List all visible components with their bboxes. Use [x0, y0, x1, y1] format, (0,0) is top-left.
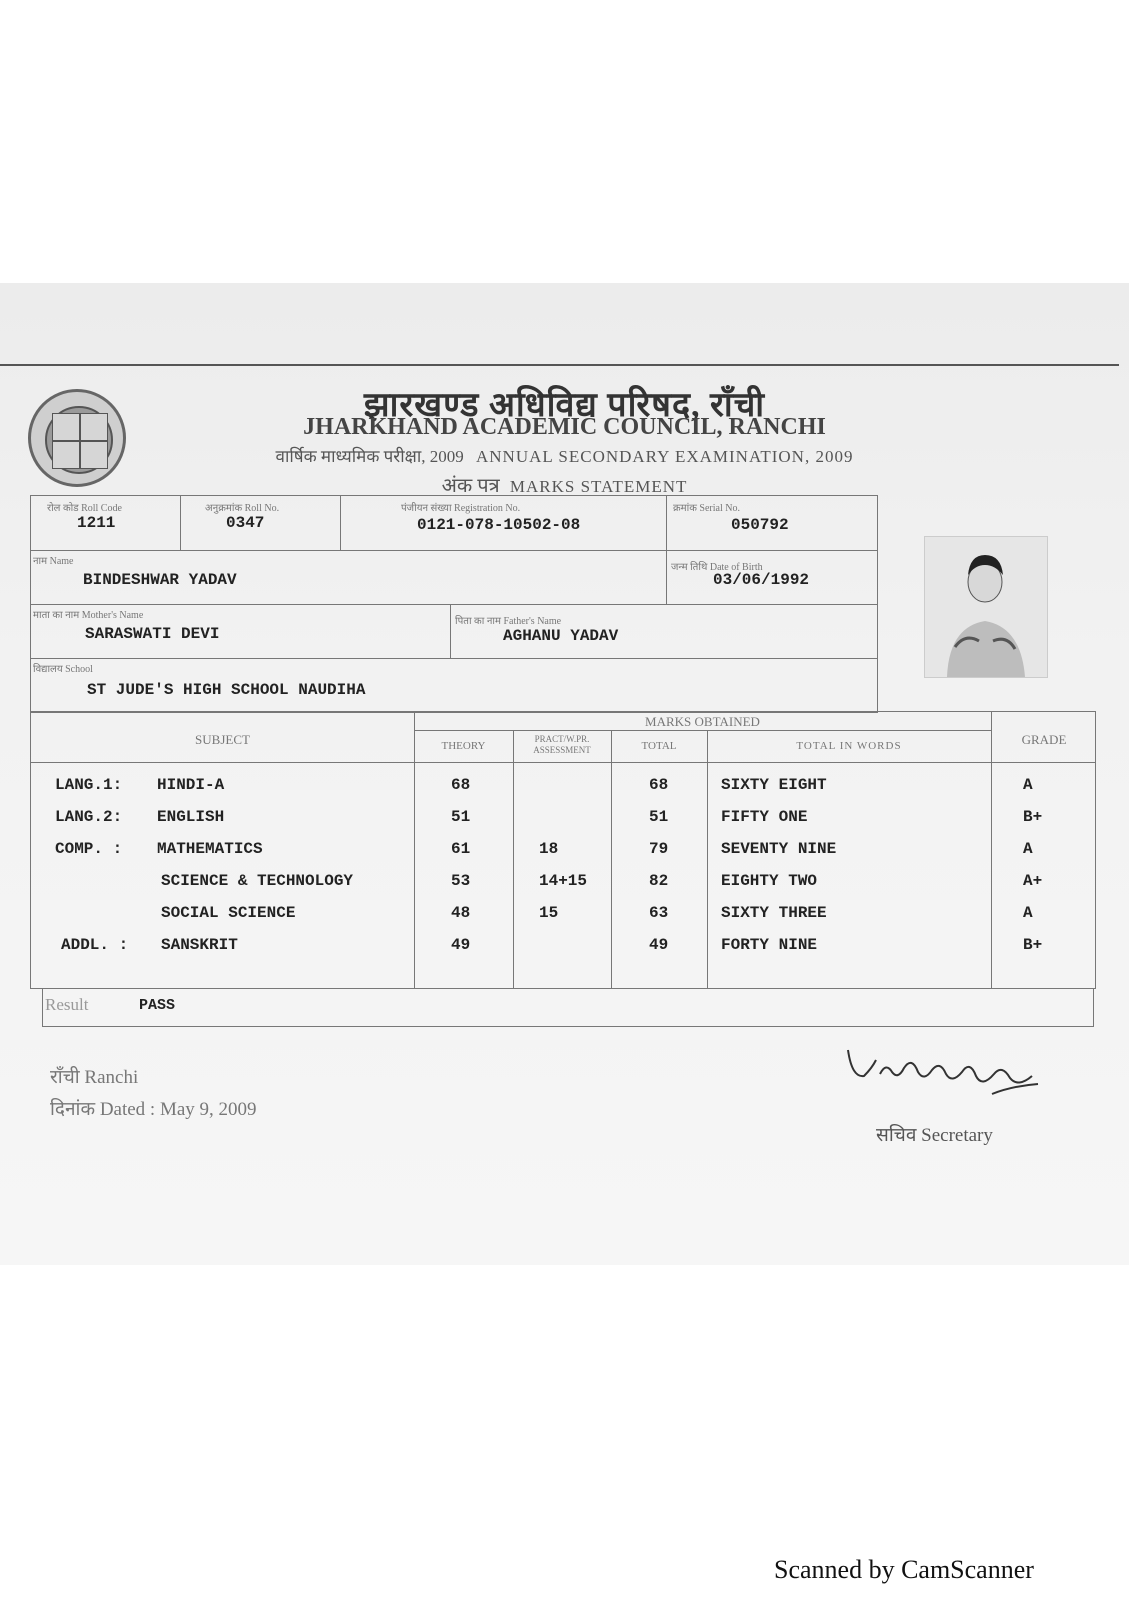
total-in-words: SEVENTY NINE [721, 840, 837, 858]
exam-title-hindi: वार्षिक माध्यमिक परीक्षा, 2009 [275, 447, 464, 466]
header-divider [31, 762, 1095, 763]
exam-title [0, 444, 1129, 467]
grade: A [1023, 840, 1033, 858]
serial-label: क्रमांक Serial No. [673, 503, 740, 514]
parents-row [30, 605, 878, 659]
total-marks: 49 [649, 936, 669, 954]
theory-marks: 53 [451, 872, 471, 890]
marks-obtained-header: MARKS OBTAINED [645, 714, 760, 729]
roll-code-label: रोल कोड Roll Code [47, 503, 122, 514]
candidate-photo [924, 536, 1048, 678]
subject-name: SANSKRIT [161, 936, 238, 954]
theory-marks: 48 [451, 904, 471, 922]
father-label: पिता का नाम Father's Name [455, 616, 562, 627]
subject-group: LANG.1: [55, 776, 123, 794]
subject-name: SCIENCE & TECHNOLOGY [161, 872, 354, 890]
roll-code-value: 1211 [77, 514, 116, 532]
subject-group: LANG.2: [55, 808, 123, 826]
roll-no-label: अनुक्रमांक Roll No. [205, 503, 280, 514]
table-row [31, 834, 1095, 866]
total-in-words: SIXTY THREE [721, 904, 827, 922]
council-title-hindi: झारखण्ड अधिविद्य परिषद, राँची [363, 387, 766, 424]
practical-header [513, 734, 611, 756]
serial-value: 050792 [731, 516, 789, 534]
theory-marks: 68 [451, 776, 471, 794]
camscanner-watermark: Scanned by CamScanner [774, 1555, 1034, 1584]
grade: B+ [1023, 808, 1043, 826]
theory-marks: 49 [451, 936, 471, 954]
result-row [42, 989, 1094, 1027]
registration-cell [341, 496, 667, 550]
practical-marks: 15 [539, 904, 559, 922]
name-row [30, 551, 878, 605]
total-marks: 82 [649, 872, 669, 890]
subject-group: COMP. : [55, 840, 123, 858]
candidate-name: BINDESHWAR YADAV [83, 571, 237, 589]
practical-header-line1: PRACT/W.PR. [534, 734, 590, 744]
school-label: विद्यालय School [33, 664, 93, 675]
mother-cell [31, 605, 451, 658]
school-row [30, 659, 878, 713]
table-row [31, 930, 1095, 962]
candidate-photo-icon [925, 537, 1047, 677]
grade: B+ [1023, 936, 1043, 954]
dob-label: जन्म तिथि Date of Birth [671, 562, 763, 573]
issue-place: राँची Ranchi [50, 1067, 139, 1088]
father-cell [451, 605, 879, 658]
roll-no-cell [181, 496, 341, 550]
result-value: PASS [139, 997, 176, 1014]
serial-cell [667, 496, 879, 550]
total-marks: 63 [649, 904, 669, 922]
codes-row [30, 495, 878, 551]
practical-marks: 14+15 [539, 872, 588, 890]
council-title-english: JHARKHAND ACADEMIC COUNCIL, RANCHI [303, 414, 826, 440]
roll-no-value: 0347 [226, 514, 265, 532]
marks-table [30, 711, 1096, 989]
secretary-signature [842, 1038, 1042, 1108]
school-name: ST JUDE'S HIGH SCHOOL NAUDIHA [87, 681, 366, 699]
dob-value: 03/06/1992 [713, 571, 810, 589]
practical-header-line2: ASSESSMENT [533, 745, 591, 755]
total-in-words: EIGHTY TWO [721, 872, 818, 890]
table-row [31, 898, 1095, 930]
grade: A+ [1023, 872, 1043, 890]
total-marks: 68 [649, 776, 669, 794]
mother-name: SARASWATI DEVI [85, 625, 220, 643]
registration-label: पंजीयन संख्या Registration No. [401, 503, 521, 514]
subject-name: HINDI-A [157, 776, 225, 794]
total-marks: 51 [649, 808, 669, 826]
total-in-words: SIXTY EIGHT [721, 776, 827, 794]
subject-header: SUBJECT [195, 732, 250, 747]
table-row [31, 802, 1095, 834]
theory-marks: 51 [451, 808, 471, 826]
grade-header: GRADE [1021, 732, 1067, 747]
total-in-words-header: TOTAL IN WORDS [796, 740, 902, 752]
exam-title-english: ANNUAL SECONDARY EXAMINATION, 2009 [476, 447, 854, 466]
total-in-words: FORTY NINE [721, 936, 818, 954]
subject-group: ADDL. : [61, 936, 129, 954]
subject-name: MATHEMATICS [157, 840, 263, 858]
issue-date: दिनांक Dated : May 9, 2009 [50, 1099, 257, 1120]
grade: A [1023, 904, 1033, 922]
theory-marks: 61 [451, 840, 471, 858]
subject-name: ENGLISH [157, 808, 225, 826]
statement-title [0, 471, 1129, 498]
result-label: Result [45, 995, 89, 1014]
grade: A [1023, 776, 1033, 794]
total-in-words: FIFTY ONE [721, 808, 808, 826]
father-name: AGHANU YADAV [503, 627, 619, 645]
registration-value: 0121-078-10502-08 [417, 516, 581, 534]
table-row [31, 866, 1095, 898]
theory-header: THEORY [441, 740, 486, 752]
mother-label: माता का नाम Mother's Name [33, 610, 144, 621]
total-header: TOTAL [641, 740, 677, 752]
statement-title-hindi: अंक पत्र [441, 475, 500, 497]
subject-name: SOCIAL SCIENCE [161, 904, 296, 922]
table-row [31, 770, 1095, 802]
practical-marks: 18 [539, 840, 559, 858]
name-cell [31, 551, 667, 604]
total-marks: 79 [649, 840, 669, 858]
name-label: नाम Name [33, 556, 74, 567]
scanned-document [0, 283, 1129, 1265]
secretary-title: सचिव Secretary [876, 1125, 993, 1146]
roll-code-cell [31, 496, 181, 550]
statement-title-english: MARKS STATEMENT [509, 477, 688, 496]
dob-cell [667, 551, 879, 604]
header-divider [414, 730, 991, 731]
top-rule [0, 364, 1119, 366]
